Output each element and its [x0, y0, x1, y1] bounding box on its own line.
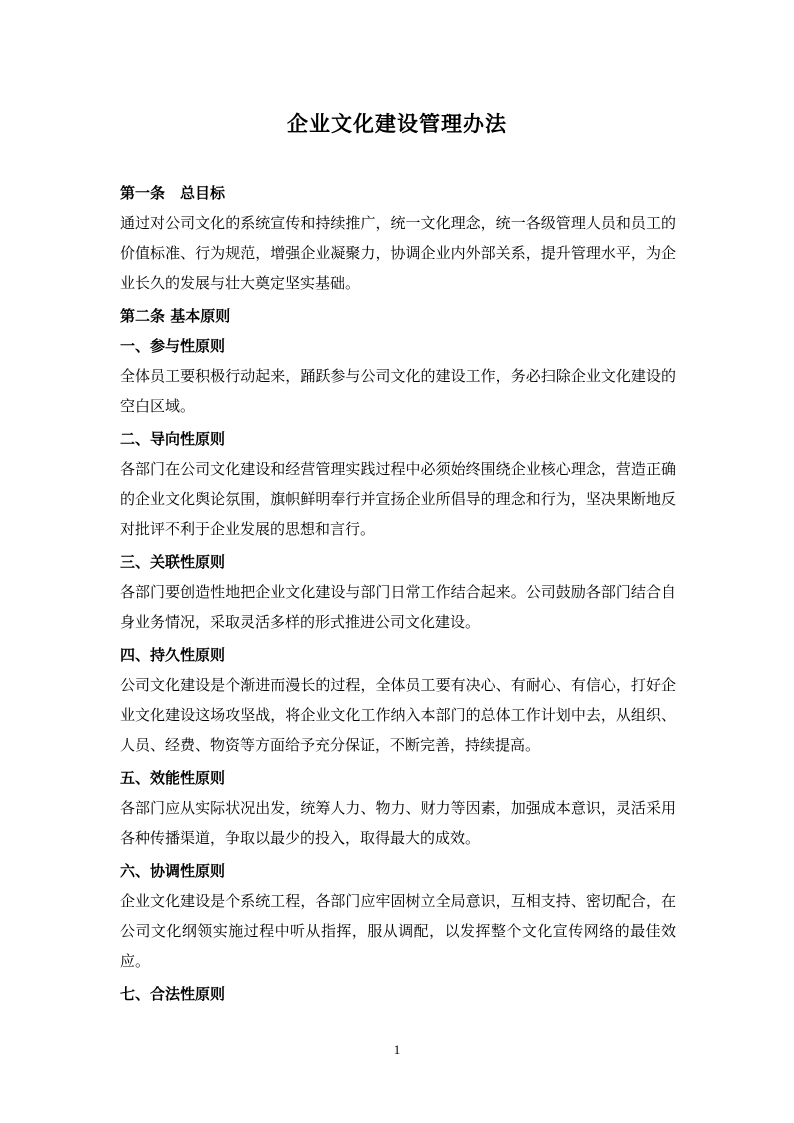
principle-heading: 七、合法性原则: [120, 985, 226, 1003]
principle-heading: 六、协调性原则: [120, 862, 226, 880]
principle-paragraph: 各部门要创造性地把企业文化建设与部门日常工作结合起来。公司鼓励各部门结合自身业务情况，采取灵活多样的形式推进公司文化建设。: [120, 583, 676, 631]
principle-paragraph: 各部门在公司文化建设和经营管理实践过程中必须始终围绕企业核心理念，营造正确的企业文化舆论氛围，旗帜鲜明奉行并宣扬企业所倡导的理念和行为，坚决果断地反对批评不利于企业发展的思想和言行。: [120, 460, 676, 538]
principle-heading: 二、导向性原则: [120, 430, 226, 448]
article-heading: 第一条 总目标: [120, 184, 226, 202]
principle-heading: 三、关联性原则: [120, 553, 226, 571]
principle-paragraph: 各部门应从实际状况出发，统筹人力、物力、财力等因素，加强成本意识，灵活采用各种传播渠道，争取以最少的投入，取得最大的成效。: [120, 799, 676, 847]
page-number: 1: [393, 1042, 401, 1057]
document-body: [120, 178, 676, 1009]
principle-paragraph: 全体员工要积极行动起来，踊跃参与公司文化的建设工作，务必扫除企业文化建设的空白区域。: [120, 367, 676, 415]
principle-paragraph: 企业文化建设是个系统工程，各部门应牢固树立全局意识，互相支持、密切配合，在公司文化纲领实施过程中听从指挥，服从调配，以发挥整个文化宣传网络的最佳效应。: [120, 892, 676, 970]
document-title: 企业文化建设管理办法: [287, 111, 507, 136]
article-heading: 第二条 基本原则: [120, 307, 231, 325]
principle-heading: 四、持久性原则: [120, 646, 226, 664]
article-paragraph: 通过对公司文化的系统宣传和持续推广，统一文化理念，统一各级管理人员和员工的价值标准、行为规范，增强企业凝聚力，协调企业内外部关系，提升管理水平，为企业长久的发展与壮大奠定坚实基础。: [120, 214, 676, 292]
principle-heading: 五、效能性原则: [120, 769, 226, 787]
principle-paragraph: 公司文化建设是个渐进而漫长的过程，全体员工要有决心、有耐心、有信心，打好企业文化建设这场攻坚战，将企业文化工作纳入本部门的总体工作计划中去，从组织、人员、经费、物资等方面给予充分保证，不断完善，持续提高。: [120, 676, 676, 754]
principle-heading: 一、参与性原则: [120, 337, 226, 355]
